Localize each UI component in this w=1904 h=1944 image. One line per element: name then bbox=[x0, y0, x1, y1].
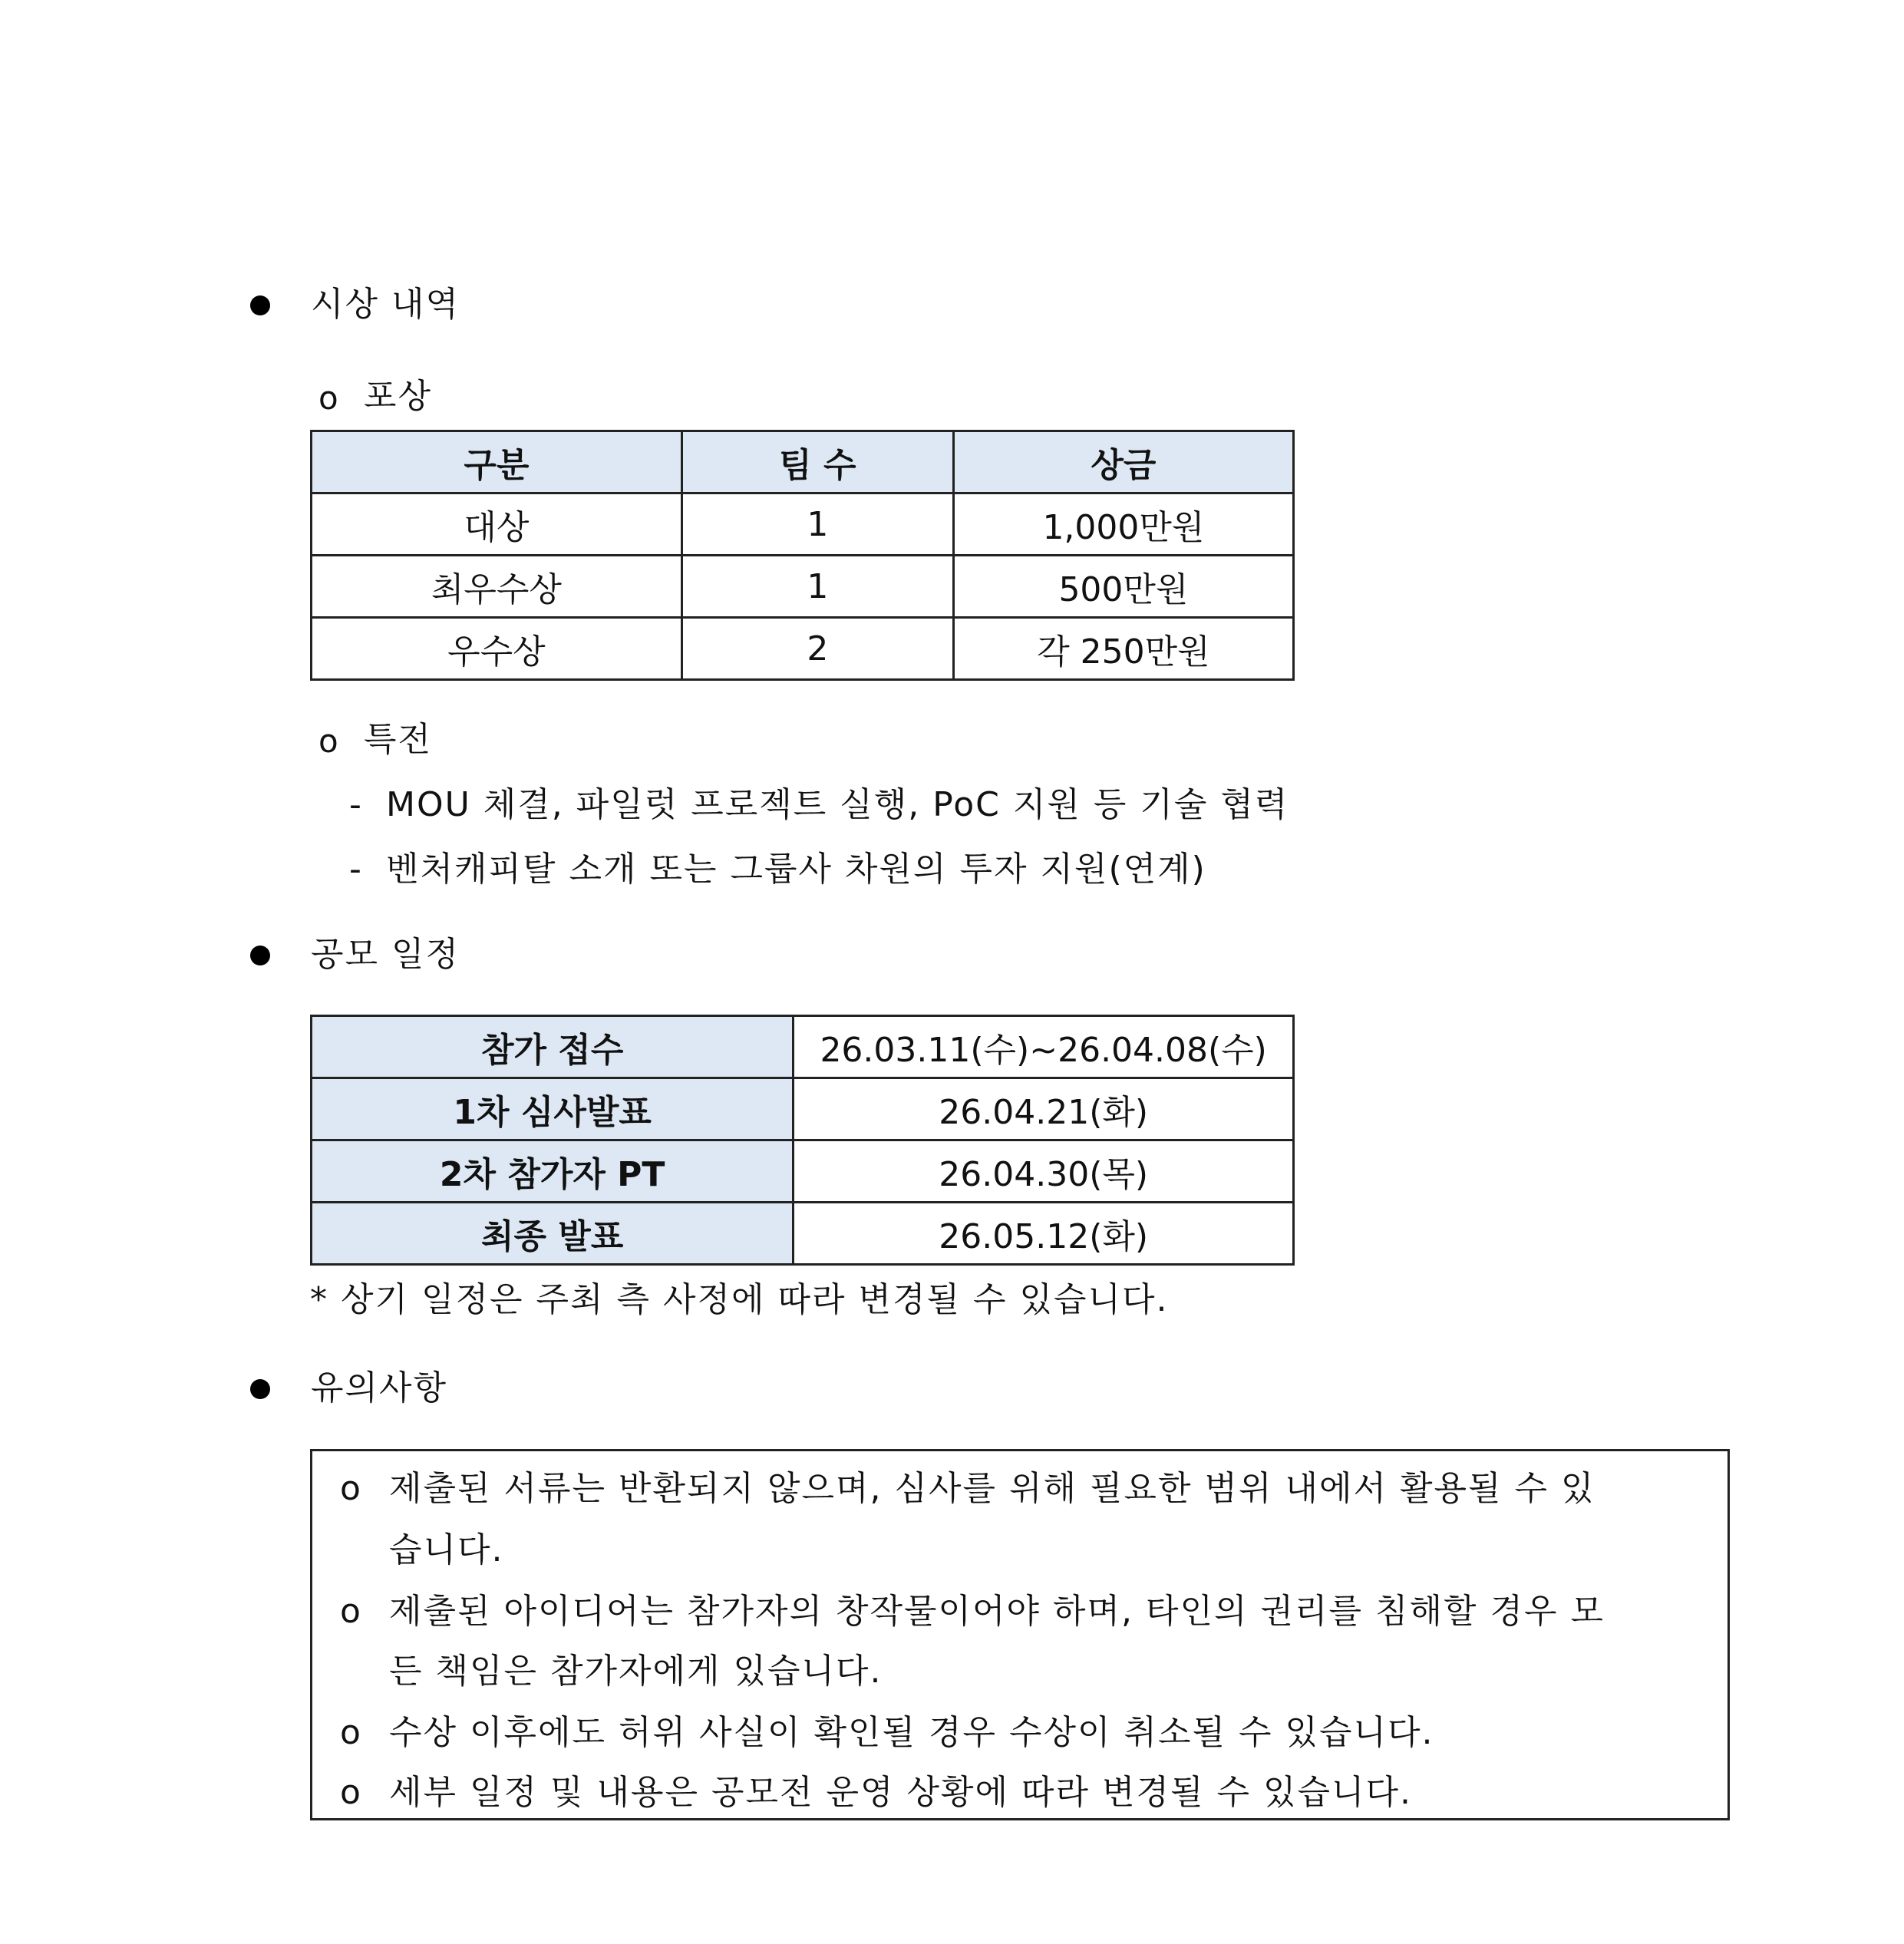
cell-category: 우수상 bbox=[312, 618, 682, 680]
note-text: 제출된 서류는 반환되지 않으며, 심사를 위해 필요한 범위 내에서 활용될 수 있 bbox=[389, 1469, 1595, 1508]
section-title-schedule: 공모 일정 bbox=[311, 935, 460, 974]
benefit-item: 벤처캐피탈 소개 또는 그룹사 차원의 투자 지원(연계) bbox=[386, 850, 1206, 889]
schedule-date: 26.04.21(화) bbox=[794, 1078, 1294, 1140]
table-header-row bbox=[312, 431, 1294, 493]
table-row bbox=[312, 1016, 1294, 1078]
cell-prize: 각 250만원 bbox=[953, 618, 1293, 680]
cell-prize: 1,000만원 bbox=[953, 493, 1293, 556]
cell-team-count: 1 bbox=[681, 493, 953, 556]
header-category: 구분 bbox=[312, 431, 682, 493]
note-text: 수상 이후에도 허위 사실이 확인될 경우 수상이 취소될 수 있습니다. bbox=[389, 1713, 1434, 1752]
schedule-date: 26.03.11(수)~26.04.08(수) bbox=[794, 1016, 1294, 1078]
cell-category: 최우수상 bbox=[312, 556, 682, 618]
schedule-stage: 최종 발표 bbox=[312, 1203, 794, 1265]
bullet-icon bbox=[250, 946, 270, 965]
bullet-icon bbox=[250, 1379, 270, 1399]
header-team-count: 팀 수 bbox=[681, 431, 953, 493]
sub-marker: o bbox=[318, 379, 340, 417]
schedule-footnote: * 상기 일정은 주최 측 사정에 따라 변경될 수 있습니다. bbox=[310, 1280, 1169, 1319]
header-prize: 상금 bbox=[953, 431, 1293, 493]
cell-team-count: 1 bbox=[681, 556, 953, 618]
cell-prize: 500만원 bbox=[953, 556, 1293, 618]
cell-category: 대상 bbox=[312, 493, 682, 556]
table-row bbox=[312, 493, 1294, 556]
note-text: 든 책임은 참가자에게 있습니다. bbox=[389, 1652, 883, 1691]
bullet-icon bbox=[250, 295, 270, 315]
prize-heading: 포상 bbox=[364, 377, 433, 416]
cell-team-count: 2 bbox=[681, 618, 953, 680]
note-marker: o bbox=[340, 1592, 362, 1631]
section-title-notes: 유의사항 bbox=[311, 1368, 448, 1408]
benefits-heading: 특전 bbox=[364, 720, 433, 759]
dash-marker: - bbox=[349, 850, 363, 889]
notes-box bbox=[310, 1449, 1730, 1820]
table-row bbox=[312, 618, 1294, 680]
section-title-awards: 시상 내역 bbox=[311, 285, 460, 324]
note-marker: o bbox=[340, 1469, 362, 1508]
note-text: 제출된 아이디어는 참가자의 창작물이어야 하며, 타인의 권리를 침해할 경우 모 bbox=[389, 1592, 1605, 1631]
schedule-stage: 2차 참가자 PT bbox=[312, 1140, 794, 1203]
table-row bbox=[312, 1203, 1294, 1265]
benefit-item: MOU 체결, 파일럿 프로젝트 실행, PoC 지원 등 기술 협력 bbox=[386, 785, 1289, 824]
schedule-stage: 참가 접수 bbox=[312, 1016, 794, 1078]
note-text: 습니다. bbox=[389, 1530, 504, 1569]
schedule-date: 26.05.12(화) bbox=[794, 1203, 1294, 1265]
schedule-date: 26.04.30(목) bbox=[794, 1140, 1294, 1203]
note-text: 세부 일정 및 내용은 공모전 운영 상황에 따라 변경될 수 있습니다. bbox=[389, 1773, 1412, 1812]
schedule-table bbox=[310, 1015, 1295, 1266]
note-marker: o bbox=[340, 1713, 362, 1752]
table-row bbox=[312, 1140, 1294, 1203]
note-marker: o bbox=[340, 1773, 362, 1812]
schedule-stage: 1차 심사발표 bbox=[312, 1078, 794, 1140]
table-row bbox=[312, 556, 1294, 618]
prize-table bbox=[310, 430, 1295, 681]
table-row bbox=[312, 1078, 1294, 1140]
sub-marker: o bbox=[318, 722, 340, 760]
dash-marker: - bbox=[349, 785, 363, 824]
